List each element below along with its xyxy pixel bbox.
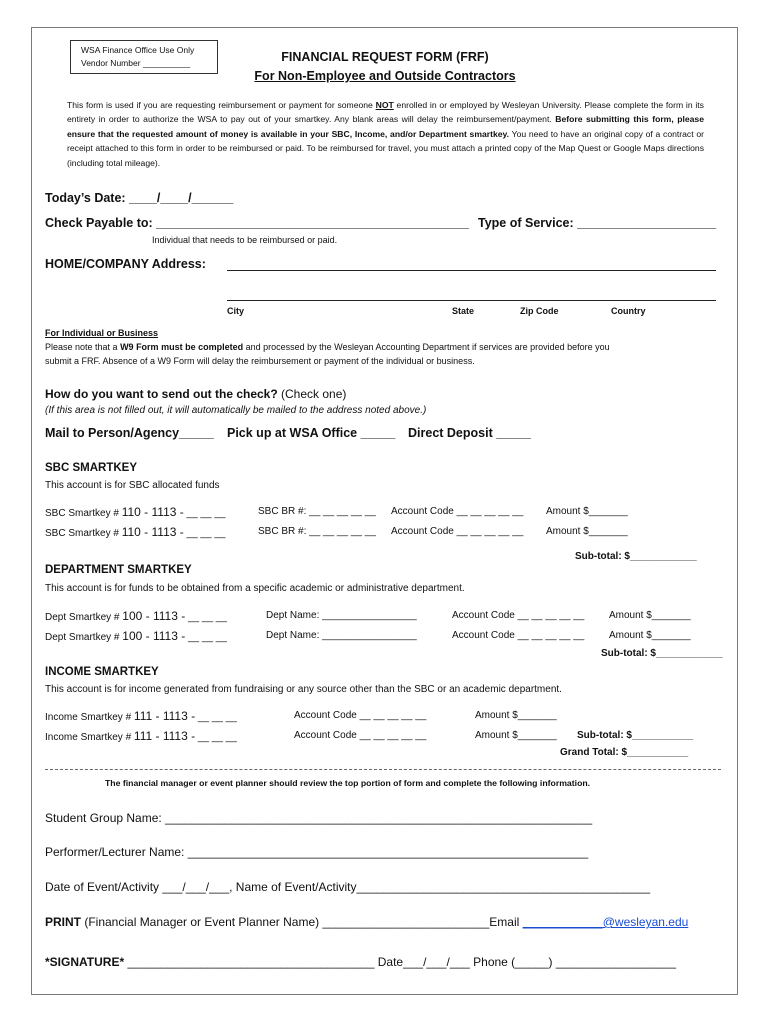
event-field[interactable]: Date of Event/Activity ___/___/___, Name of Event/Activity____________________________________________ (45, 880, 651, 894)
dept-key-label: Dept Smartkey # (45, 632, 123, 643)
income-desc: This account is for income generated from fundraising or any source other than the SBC or an academic department. (45, 684, 562, 695)
send-note: (If this area is not filled out, it will automatically be mailed to the address noted above.) (45, 405, 427, 416)
sbc-desc: This account is for SBC allocated funds (45, 480, 220, 491)
sbc-amount-field[interactable]: Amount $_______ (546, 526, 628, 537)
sbc-heading: SBC SMARTKEY (45, 462, 138, 474)
student-group-field[interactable]: Student Group Name: ________________________________________________________________ (45, 811, 593, 825)
email-domain-link[interactable]: @wesleyan.edu (602, 915, 689, 929)
direct-deposit-option[interactable]: Direct Deposit _____ (408, 426, 531, 440)
dept-account-code-field[interactable]: Account Code __ __ __ __ __ (452, 610, 585, 621)
dept-key-blank[interactable]: __ __ __ (185, 632, 227, 643)
dept-subtotal-field[interactable]: Sub-total: $____________ (601, 648, 723, 659)
w9-note-text-1: Please note that a (45, 342, 121, 352)
type-of-service-field[interactable]: Type of Service: ____________________ (478, 216, 717, 230)
income-account-code-field[interactable]: Account Code __ __ __ __ __ (294, 730, 427, 741)
mail-to-person-option[interactable]: Mail to Person/Agency_____ (45, 426, 214, 440)
dept-name-field[interactable]: Dept Name: _________________ (266, 630, 417, 641)
dept-key-label: Dept Smartkey # (45, 612, 123, 623)
signature-label: *SIGNATURE* (45, 955, 125, 969)
income-key-blank[interactable]: __ __ __ (195, 732, 237, 743)
address-city-label: City (227, 306, 245, 316)
intro-paragraph (67, 98, 704, 170)
income-key-value: 111 - 1113 - (133, 729, 196, 743)
sbc-key-label: SBC Smartkey # (45, 508, 122, 519)
print-rest[interactable]: (Financial Manager or Event Planner Name) _________________________Email (81, 915, 523, 929)
office-use-label: WSA Finance Office Use Only (81, 45, 195, 55)
sbc-br-field[interactable]: SBC BR #: __ __ __ __ __ (258, 526, 376, 537)
dept-key-blank[interactable]: __ __ __ (185, 612, 227, 623)
sbc-amount-field[interactable]: Amount $_______ (546, 506, 628, 517)
send-check-one: (Check one) (277, 387, 347, 401)
dept-heading: DEPARTMENT SMARTKEY (45, 564, 192, 576)
dept-key-value: 100 - 1113 - (122, 609, 186, 623)
sbc-account-code-field[interactable]: Account Code __ __ __ __ __ (391, 526, 524, 537)
section-divider (45, 769, 721, 770)
dept-account-code-field[interactable]: Account Code __ __ __ __ __ (452, 630, 585, 641)
individual-note-2: submit a FRF. Absence of a W9 Form will delay the reimbursement or payment of the individual or business. (45, 356, 475, 366)
intro-text-2: enrolled in or employed by Wesleyan University. Please complete the form in its entirety in order to authorize the WSA to pay out of your smartkey. Any blank areas will delay the reimbursement/payment. (67, 100, 704, 125)
check-payable-field[interactable]: Check Payable to: _____________________________________________ (45, 216, 469, 230)
send-question-bold: How do you want to send out the check? (45, 387, 278, 401)
signature-field[interactable] (45, 955, 676, 969)
income-key-label: Income Smartkey # (45, 732, 134, 743)
dept-amount-field[interactable]: Amount $_______ (609, 630, 691, 641)
address-label: HOME/COMPANY Address: (45, 257, 206, 271)
sbc-smartkey-field[interactable] (45, 505, 225, 519)
income-subtotal-field[interactable]: Sub-total: $___________ (577, 730, 694, 741)
dept-key-value: 100 - 1113 - (122, 629, 186, 643)
dept-smartkey-field[interactable] (45, 629, 227, 643)
todays-date-field[interactable]: Today’s Date: ____/____/______ (45, 191, 234, 205)
intro-text-1: This form is used if you are requesting reimbursement or payment for someone (67, 100, 376, 110)
form-title: FINANCIAL REQUEST FORM (FRF) (281, 50, 489, 64)
income-amount-field[interactable]: Amount $_______ (475, 730, 557, 741)
dept-smartkey-field[interactable] (45, 609, 227, 623)
email-input-link[interactable]: ____________ (522, 915, 603, 929)
grand-total-field[interactable]: Grand Total: $___________ (560, 747, 689, 758)
address-line-1[interactable] (227, 270, 716, 271)
income-key-label: Income Smartkey # (45, 712, 134, 723)
dept-amount-field[interactable]: Amount $_______ (609, 610, 691, 621)
send-question (45, 387, 346, 401)
address-country-label: Country (611, 306, 646, 316)
sbc-subtotal-field[interactable]: Sub-total: $____________ (575, 551, 697, 562)
individual-note-1 (45, 342, 610, 352)
dept-desc: This account is for funds to be obtained from a specific academic or administrative department. (45, 583, 465, 594)
form-subtitle: For Non-Employee and Outside Contractors (254, 69, 516, 83)
income-key-value: 111 - 1113 - (133, 709, 196, 723)
signature-rest[interactable]: _____________________________________ Date___/___/___ Phone (_____) __________________ (124, 955, 676, 969)
sbc-key-value: 110 - 1113 - (121, 505, 184, 519)
check-payable-hint: Individual that needs to be reimbursed or paid. (152, 235, 338, 245)
vendor-number-field[interactable]: Vendor Number __________ (81, 58, 191, 68)
income-account-code-field[interactable]: Account Code __ __ __ __ __ (294, 710, 427, 721)
sbc-br-field[interactable]: SBC BR #: __ __ __ __ __ (258, 506, 376, 517)
intro-bold-text: Before submitting this form, please ensure that the requested amount of money is available in your SBC, Income, and/or Department smartkey. (67, 114, 704, 139)
manager-note: The financial manager or event planner should review the top portion of form and complete the following information. (105, 778, 591, 788)
income-amount-field[interactable]: Amount $_______ (475, 710, 557, 721)
sbc-key-blank[interactable]: __ __ __ (183, 508, 226, 519)
performer-field[interactable]: Performer/Lecturer Name: ____________________________________________________________ (45, 845, 589, 859)
address-state-label: State (452, 306, 475, 316)
income-heading: INCOME SMARTKEY (45, 666, 159, 678)
income-smartkey-field[interactable] (45, 729, 237, 743)
sbc-key-value: 110 - 1113 - (121, 525, 184, 539)
address-line-2[interactable] (227, 300, 716, 301)
intro-not: NOT (375, 100, 394, 110)
address-zip-label: Zip Code (520, 306, 559, 316)
intro-text-3: You need to have an original copy of a contract or receipt attached to this form in order to be reimbursed or paid. To be reimbursed for travel, you must attach a printed copy of the Map Quest or Google Maps directions (including total mileage). (67, 128, 704, 168)
w9-note-bold: W9 Form must be completed (120, 342, 244, 352)
income-key-blank[interactable]: __ __ __ (195, 712, 237, 723)
print-name-field[interactable] (45, 915, 688, 929)
sbc-account-code-field[interactable]: Account Code __ __ __ __ __ (391, 506, 524, 517)
sbc-smartkey-field[interactable] (45, 525, 225, 539)
office-use-box (70, 40, 218, 74)
sbc-key-label: SBC Smartkey # (45, 528, 122, 539)
sbc-key-blank[interactable]: __ __ __ (183, 528, 226, 539)
pickup-wsa-option[interactable]: Pick up at WSA Office _____ (227, 426, 396, 440)
w9-note-text-2: and processed by the Wesleyan Accounting Department if services are provided before you (243, 342, 610, 352)
individual-heading: For Individual or Business (45, 328, 159, 338)
income-smartkey-field[interactable] (45, 709, 237, 723)
print-label: PRINT (45, 915, 81, 929)
dept-name-field[interactable]: Dept Name: _________________ (266, 610, 417, 621)
